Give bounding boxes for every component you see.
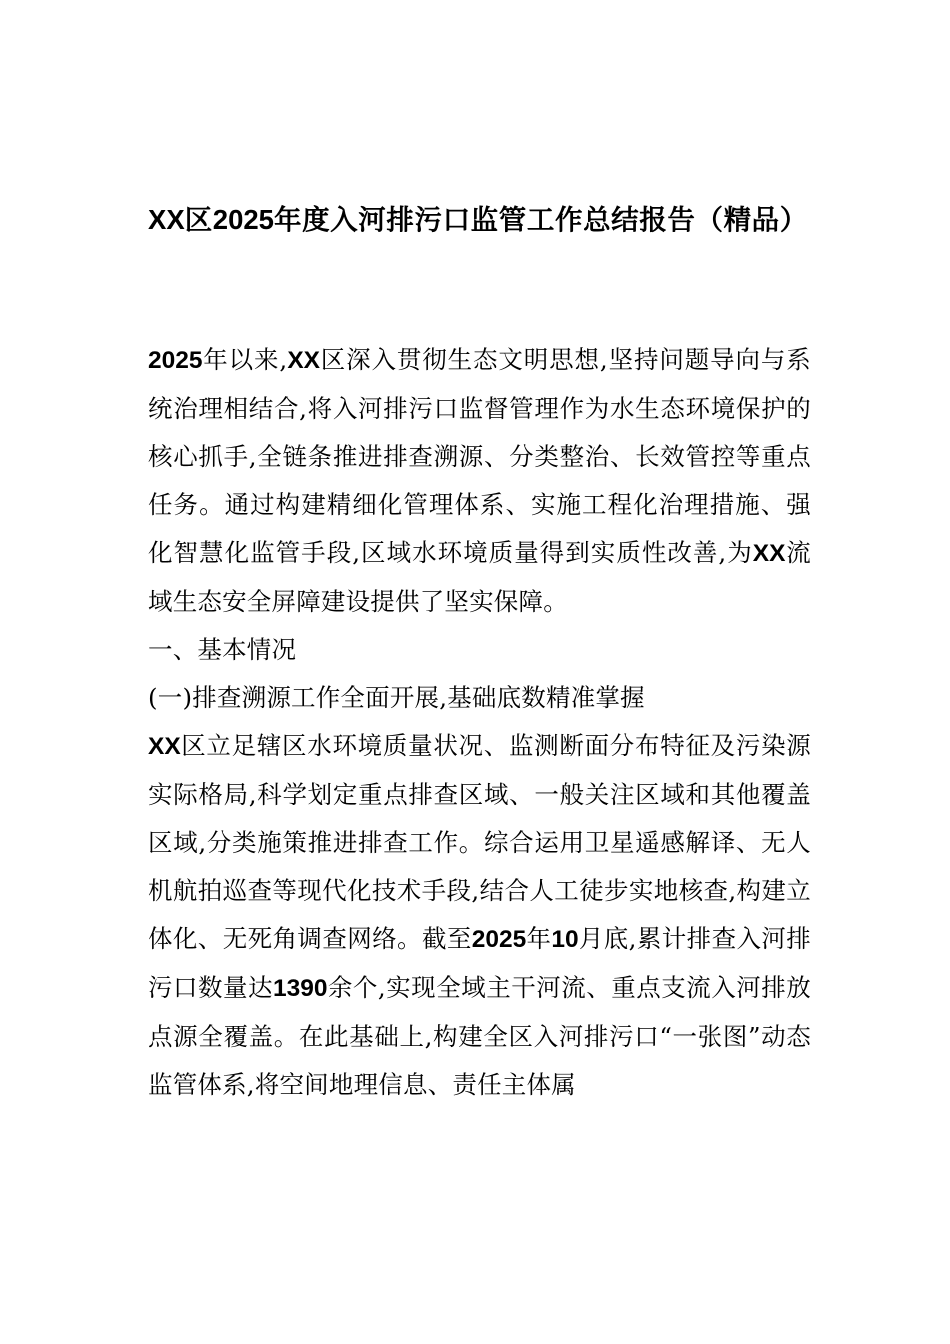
paragraph-section-1-1-body: XX区立足辖区水环境质量状况、监测断面分布特征及污染源实际格局,科学划定重点排查区域、一般关注区域和其他覆盖区域,分类施策推进排查工作。综合运用卫星遥感解译、无人机航拍巡查等现代化技术手段,结合人工徒步实地核查,构建立体化、无死角调查网络。截至2025年10月底,累计排查入河排污口数量达1390余个,实现全域主干河流、重点支流入河排放点源全覆盖。在此基础上,构建全区入河排污口“一张图”动态监管体系,将空间地理信息、责任主体属 — [148, 731, 811, 1099]
document-title — [148, 0, 811, 290]
heading-section-1: 一、基本情况 — [148, 635, 297, 664]
document-body — [148, 290, 811, 1109]
document-content-column — [148, 0, 811, 1109]
heading-section-1-1: (一)排查溯源工作全面开展,基础底数精准掌握 — [148, 683, 645, 712]
document-title-text: XX区2025年度入河排污口监管工作总结报告（精品） — [148, 204, 808, 236]
paragraph-intro: 2025年以来,XX区深入贯彻生态文明思想,坚持问题导向与系统治理相结合,将入河排污口监督管理作为水生态环境保护的核心抓手,全链条推进排查溯源、分类整治、长效管控等重点任务。通过构建精细化管理体系、实施工程化治理措施、强化智慧化监管手段,区域水环境质量得到实质性改善,为XX流域生态安全屏障建设提供了坚实保障。 — [148, 345, 811, 616]
